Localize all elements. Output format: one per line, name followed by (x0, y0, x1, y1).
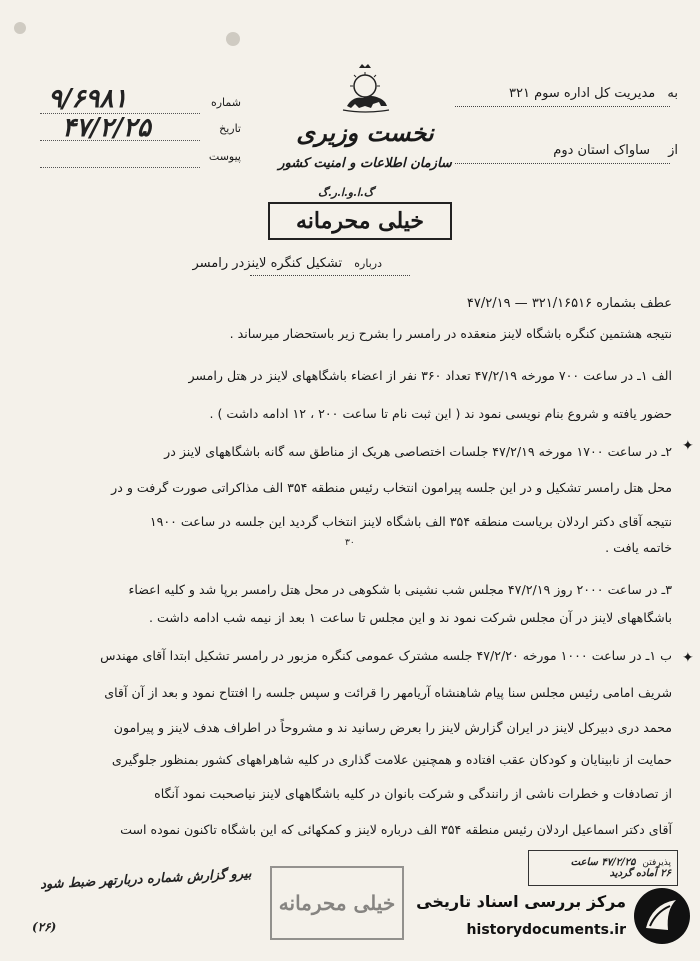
body-line: نتیجه هشتمین کنگره باشگاه لاینز منعقده در رامسر را بشرح زیر باستحضار میرساند . (229, 326, 672, 341)
subject-value: تشکیل کنگره لاینزدر رامسر (192, 256, 343, 271)
reference-line: عطف بشماره ۳۲۱/۱۶۵۱۶ — ۴۷/۲/۱۹ (466, 296, 672, 311)
to-value: مدیریت کل اداره سوم ۳۲۱ (509, 86, 656, 101)
date-label: تاریخ (219, 122, 241, 135)
stamp-label: خیلی محرمانه (278, 891, 396, 915)
to-line (509, 86, 678, 101)
archive-logo-icon (632, 886, 692, 946)
body-line: آقای دکتر اسماعیل اردلان رئیس منطقه ۳۵۴ الف درباره لاینز و کمکهائی که این باشگاه تاکنون نموده است (120, 822, 672, 837)
body-line: خاتمه یافت . (605, 540, 672, 555)
classification-box (268, 202, 452, 240)
stray-mark: ۳۰ (345, 538, 355, 548)
to-underline (455, 106, 670, 107)
body-line: محمد دری دبیرکل لاینز در ایران گزارش لاینز را بعرض رسانید ند و مشروحاً در اطراف هدف لاینز و پیرامون (113, 720, 672, 735)
receipt-value: ۴۷/۲/۲۵ ساعت (570, 857, 636, 868)
body-line: ۳ـ در ساعت ۲۰۰۰ روز ۴۷/۲/۱۹ مجلس شب نشینی با شکوهی در محل هتل رامسر برپا شد و کلیه اعضاء (128, 582, 672, 597)
handwritten-note: بیرو گزارش شماره دربارتهر ضبط شود (39, 866, 252, 893)
receipt-label: پذیرفتن (642, 858, 671, 868)
archive-watermark (416, 870, 698, 956)
receipt-line2: ۲۶ آماده گردید (609, 868, 671, 879)
number-label: شماره (210, 96, 241, 109)
to-prefix: به (667, 86, 678, 101)
body-line: نتیجه آقای دکتر اردلان بریاست منطقه ۳۵۴ الف باشگاه لاینز انتخاب گردید این جلسه در ساعت ۱۹۰۰ (149, 514, 672, 529)
body-line: از تصادفات و خطرات ناشی از رانندگی و شرکت بانوان در کلیه باشگاههای لاینز نیاصحبت نمود آنگاه (154, 786, 672, 801)
header-underline (40, 113, 200, 114)
body-line: ب ۱ـ در ساعت ۱۰۰۰ مورخه ۴۷/۲/۲۰ جلسه مشترک عمومی کنگره مزبور در رامسر تشکیل ابتدا آقای مهندس (100, 648, 672, 663)
body-line: شریف امامی رئیس مجلس سنا پیام شاهنشاه آریامهر را قرائت و سپس جلسه را افتتاح نمود و بعد از آن آقای (104, 685, 672, 700)
header-underline (40, 140, 200, 141)
body-line: ۲ـ در ساعت ۱۷۰۰ مورخه ۴۷/۲/۱۹ جلسات اختصاصی هریک از مناطق سه گانه باشگاههای لاینز در (164, 444, 672, 459)
receipt-row (571, 857, 671, 868)
binder-hole (226, 32, 240, 46)
attachment-label: پیوست (208, 150, 241, 163)
margin-mark: ✦ (682, 438, 694, 454)
body-line: الف ۱ـ در ساعت ۷۰۰ مورخه ۴۷/۲/۱۹ تعداد ۳۶۰ نفر از اعضاء باشگاههای لاینز در هتل رامسر (188, 368, 672, 383)
from-line (553, 143, 678, 158)
org-subtitle: سازمان اطلاعات و امنیت کشور (278, 156, 452, 171)
date-value: ۴۷/۲/۲۵ (62, 113, 151, 143)
lion-and-sun-emblem (335, 62, 395, 114)
subject-label: درباره (354, 257, 382, 270)
header-underline (40, 167, 200, 168)
archive-title: مرکز بررسی اسناد تاریخی (416, 892, 626, 911)
from-prefix: از (668, 143, 678, 158)
reference-code: گ.ا.و.ا.ر.گ (318, 186, 374, 199)
body-line: باشگاههای لاینز در آن مجلس شرکت نمود ند و این مجلس تا ساعت ۱ بعد از نیمه شب ادامه داشت . (148, 610, 672, 625)
archive-url: historydocuments.ir (466, 922, 626, 938)
body-line: حضور یافته و شروع بنام نویسی نمود ند ( این ثبت نام تا ساعت ۲۰۰ ، ۱۲ ادامه داشت ) . (209, 406, 672, 421)
margin-mark: ✦ (682, 650, 694, 666)
from-value: ساواک استان دوم (553, 143, 650, 158)
body-line: محل هتل رامسر تشکیل و در این جلسه پیرامون انتخاب رئیس منطقه ۳۵۴ الف مذاکراتی صورت گرفت و در (111, 480, 672, 495)
classification-label: خیلی محرمانه (295, 208, 425, 234)
subject-line (193, 256, 383, 271)
body-line: حمایت از نابینایان و کودکان عقب افتاده و همچنین علامت گذاری در کلیه شاهراههای کشور بمنظور جلوگیری (111, 752, 672, 767)
subject-underline (250, 275, 410, 276)
binder-hole (14, 22, 26, 34)
classification-stamp (270, 866, 404, 940)
page-mark: (۲۶) (32, 920, 57, 934)
number-value: ۹/۶۹۸۱ (48, 84, 128, 114)
org-title: نخست وزیری (296, 118, 434, 147)
